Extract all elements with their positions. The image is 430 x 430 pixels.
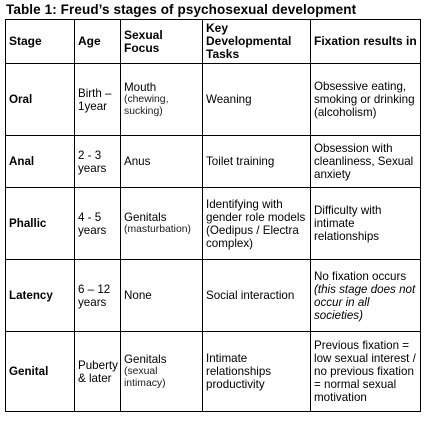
header-row [6,20,421,64]
focus-cell [121,136,203,188]
focus-text: Genitals [124,353,167,366]
focus-text: Genitals [124,211,167,224]
focus-detail: (chewing, sucking) [124,94,169,117]
age-cell: Puberty & later [75,332,121,412]
fixation-cell: Difficulty with intimate relationships [311,188,421,260]
fixation-text: No fixation occurs [314,269,407,283]
fixation-cell: Obsession with cleanliness, Sexual anxiety [311,136,421,188]
tasks-cell: Toilet training [203,136,311,188]
focus-detail: (masturbation) [124,224,191,235]
tasks-cell: Weaning [203,64,311,136]
focus-cell [121,260,203,332]
table-row [6,188,421,260]
table-row [6,332,421,412]
focus-text: None [124,289,152,302]
stage-cell: Genital [6,332,75,412]
focus-cell [121,188,203,260]
focus-detail: (sexual intimacy) [124,366,166,389]
focus-text: Anus [124,155,151,168]
tasks-cell: Identifying with gender role models (Oedipus / Electra complex) [203,188,311,260]
tasks-cell: Intimate relationships productivity [203,332,311,412]
age-cell: Birth – 1year [75,64,121,136]
stage-cell: Oral [6,64,75,136]
fixation-cell [311,260,421,332]
fixation-cell: Previous fixation = low sexual interest / no previous fixation = normal sexual motivation [311,332,421,412]
stage-cell: Anal [6,136,75,188]
age-cell: 2 - 3 years [75,136,121,188]
table-row [6,64,421,136]
focus-cell [121,332,203,412]
fixation-note: (this stage does not occur in all societies) [314,282,416,322]
header-sexual-focus: Sexual Focus [121,20,203,64]
tasks-cell: Social interaction [203,260,311,332]
header-key-developmental-tasks: Key Developmental Tasks [203,20,311,64]
focus-cell [121,64,203,136]
fixation-cell: Obsessive eating, smoking or drinking (alcoholism) [311,64,421,136]
age-cell: 4 - 5 years [75,188,121,260]
table-title: Table 1: Freud’s stages of psychosexual development [6,2,357,17]
psychosexual-stages-table [5,19,421,412]
table-row [6,136,421,188]
focus-text: Mouth [124,81,157,94]
header-fixation-results: Fixation results in [311,20,421,64]
stage-cell: Phallic [6,188,75,260]
stage-cell: Latency [6,260,75,332]
age-cell: 6 – 12 years [75,260,121,332]
header-stage: Stage [6,20,75,64]
header-age: Age [75,20,121,64]
table-row [6,260,421,332]
